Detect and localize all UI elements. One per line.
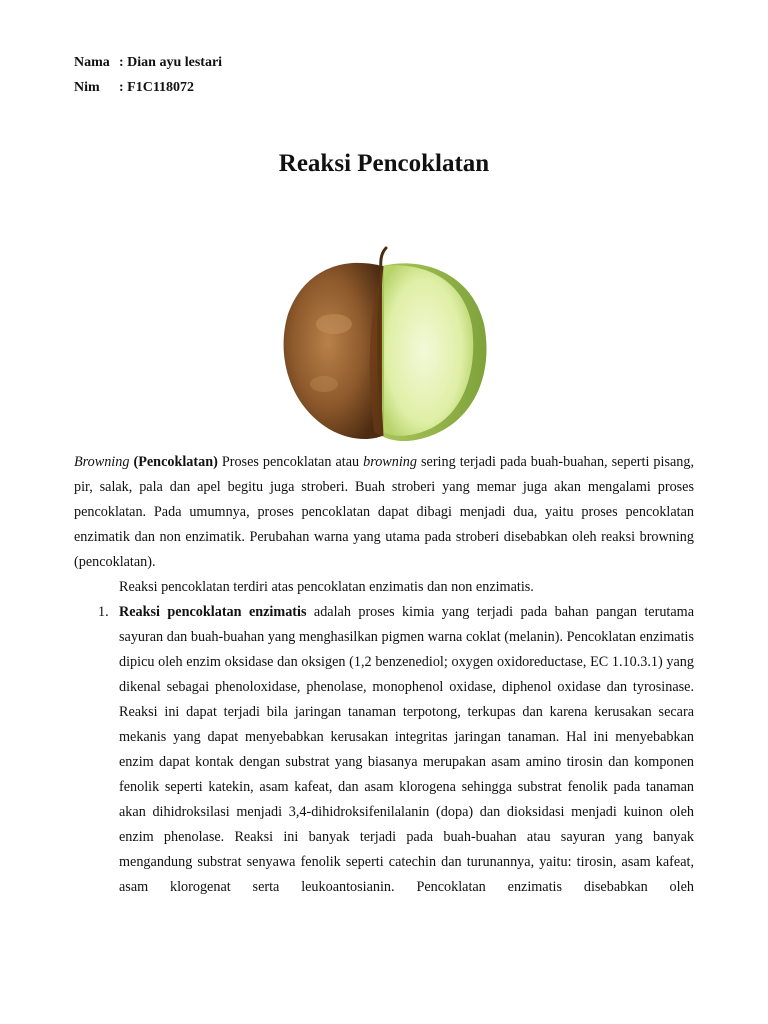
half-browned-apple-image [274,244,494,444]
student-info [74,50,222,100]
types-paragraph: Reaksi pencoklatan terdiri atas pencoklatan enzimatis dan non enzimatis. [119,579,534,595]
list-number: 1. [98,604,109,620]
nim-row [74,75,222,100]
intro-text-part1: Proses pencoklatan atau [217,454,364,470]
list-item-title: Reaksi pencoklatan enzimatis [119,604,307,620]
nim-label: Nim [74,80,100,95]
article-body [74,450,694,900]
browning-term-inline: browning [363,454,417,470]
pencoklatan-term: (Pencoklatan) [133,454,218,470]
name-row [74,50,222,75]
list-item-enzymatic [74,600,694,900]
nim-value: : F1C118072 [119,80,195,95]
browning-term: Browning [74,454,130,470]
intro-paragraph [74,450,694,575]
list-item-text: adalah proses kimia yang terjadi pada bahan pangan terutama sayuran dan buah-buahan yang menghasilkan pigmen warna coklat (melanin). Pencoklatan enzimatis dipicu oleh enzim oksidase dan oksigen (1,2 benzenediol; oxygen oxidoreductase, EC 1.10.3.1) yang dikenal sebagai phenoloxidase, phenolase, monophenol oxidase, diphenol oxidase dan tyrosinase. Reaksi ini dapat terjadi bila jaringan tanaman terpotong, terkupas dan karena kerusakan secara mekanis yang dapat menyebabkan kerusakan integritas jaringan tanaman. Hal ini menyebabkan enzim dapat kontak dengan substrat yang biasanya merupakan asam amino tirosin dan komponen fenolik seperti katekin, asam kafeat, dan asam klorogena sehingga substrat fenolik pada tanaman akan dihidroksilasi menjadi 3,4-dihidroksifenilalanin (dopa) dan dioksidasi menjadi kuinon oleh enzim phenolase. Reaksi ini banyak terjadi pada buah-buahan atau sayuran yang banyak mengandung substrat senyawa fenolik seperti catechin dan turunannya, yaitu: tirosin, asam kafeat, asam klorogenat serta leukoantosianin. Pencoklatan enzimatis disebabkan oleh [119,604,694,895]
reaction-list [74,600,694,900]
intro-text-part2: sering terjadi pada buah-buahan, seperti pisang, pir, salak, pala dan apel begitu juga stroberi. Buah stroberi yang memar juga akan mengalami proses pencoklatan. Pada umumnya, proses pencoklatan dapat dibagi menjadi dua, yaitu proses pencoklatan enzimatik dan non enzimatik. Perubahan warna yang utama pada stroberi disebabkan oleh reaksi browning (pencoklatan). [74,454,695,570]
name-label: Nama [74,55,110,70]
name-value: : Dian ayu lestari [119,55,223,70]
page-title: Reaksi Pencoklatan [278,150,490,177]
